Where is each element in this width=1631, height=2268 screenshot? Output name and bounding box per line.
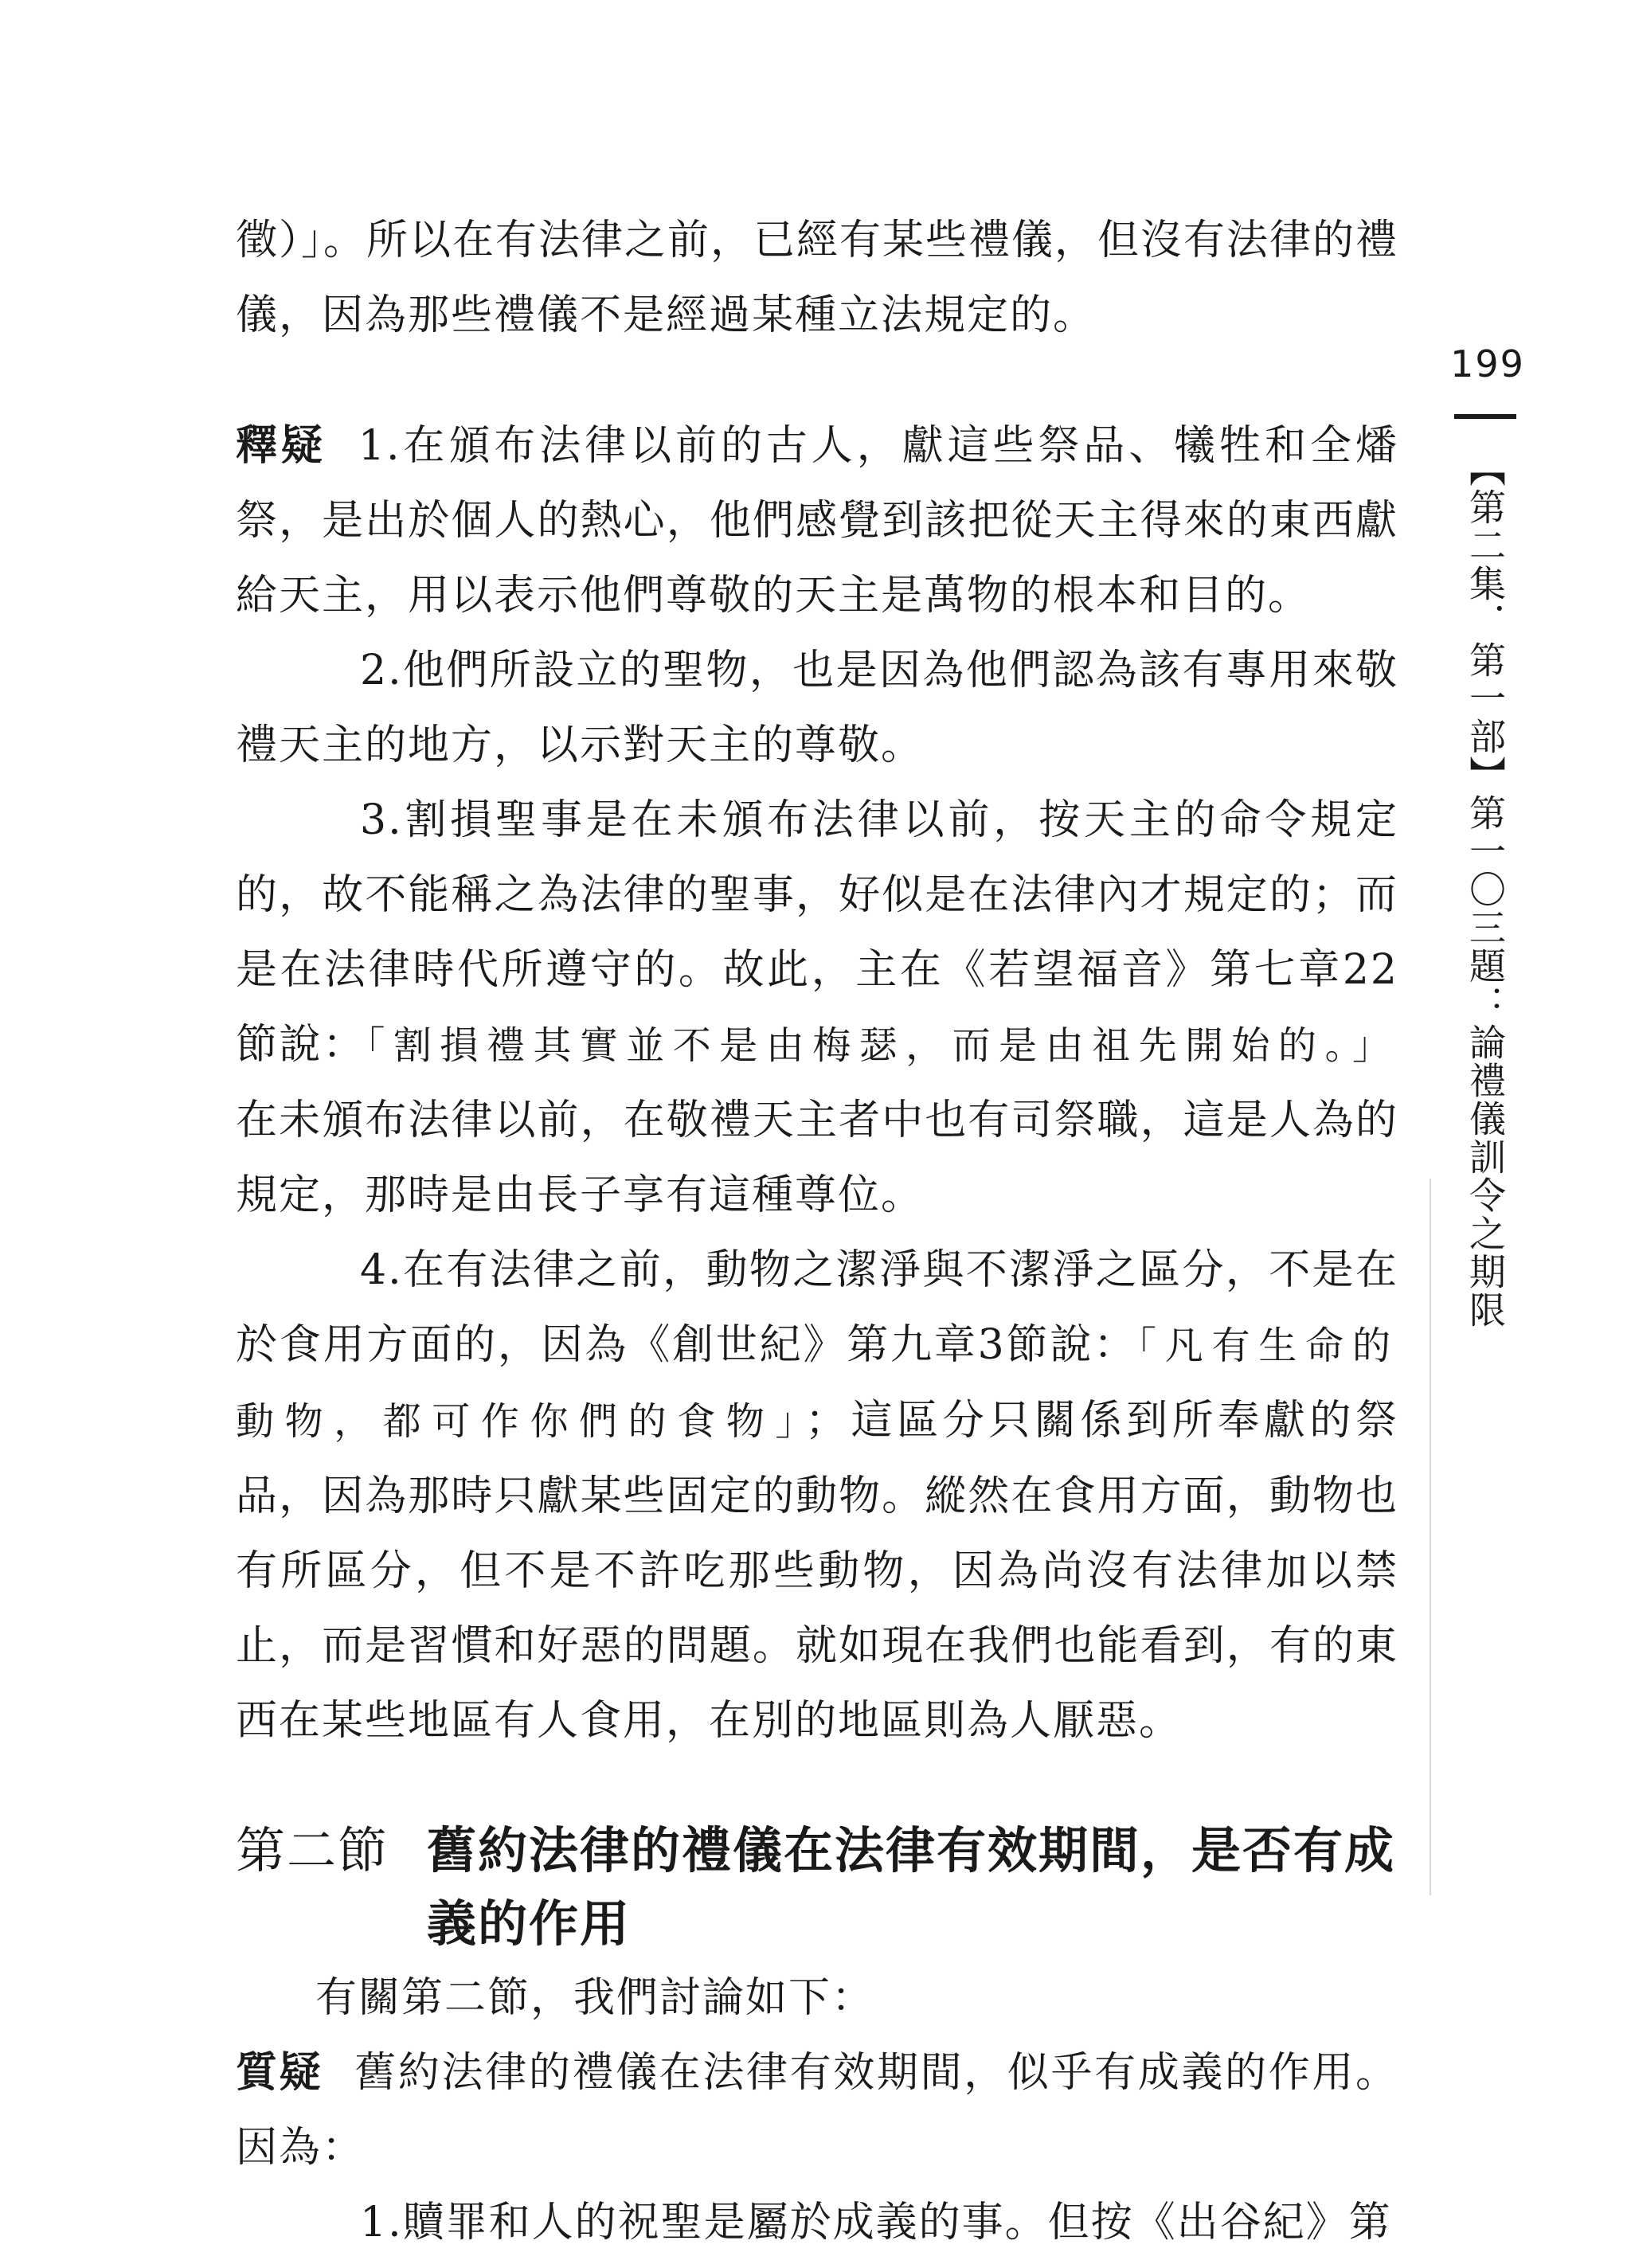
page-number: 199: [1450, 342, 1525, 385]
section-heading: [236, 1814, 1398, 1961]
section-title: 舊約法律的禮儀在法律有效期間，是否有成義的作用: [427, 1821, 1396, 1953]
reply-label: 釋疑: [236, 422, 327, 470]
scan-margin-line: [1430, 1179, 1431, 1895]
reply-1-paragraph: [236, 409, 1398, 633]
objection-point-1: 1.贖罪和人的祝聖是屬於成義的事。但按《出谷紀》第: [360, 2199, 1392, 2246]
running-head-rule: [1454, 414, 1516, 419]
section-number: 第二節: [236, 1821, 389, 1879]
spacer: [236, 1758, 1398, 1814]
objection-paragraph: [236, 2035, 1398, 2185]
main-text-block: [236, 203, 1398, 2260]
reply-3-text-a: 3.割損聖事是在未頒布法律以前，按天主的命令規定的，故不能稱之為法律的聖事，好似是在法律內才規定的；而是在法律時代所遵守的。故此，主在《若望福音》第七章22節說：: [236, 796, 1398, 1069]
reply-4-quote: 「凡有生命的動物，都可作你們的食物」: [236, 1324, 1398, 1444]
reply-4-text-a: 4.在有法律之前，動物之潔淨與不潔淨之區分，不是在於食用方面的，因為《創世紀》第九章3節說：: [236, 1246, 1398, 1369]
reply-3-text-b: 在未頒布法律以前，在敬禮天主者中也有司祭職，這是人為的規定，那時是由長子享有這種尊位。: [236, 1097, 1398, 1219]
section-intro: 有關第二節，我們討論如下：: [315, 1974, 875, 2022]
running-head: 【第二集．第一部】第一〇三題：論禮儀訓令之期限: [1464, 450, 1507, 1329]
objection-text: 舊約法律的禮儀在法律有效期間，似乎有成義的作用。因為：: [236, 2049, 1398, 2172]
reply-3-quote: 「割損禮其實並不是由梅瑟，而是由祖先開始的。」: [366, 1023, 1398, 1068]
reply-2-paragraph: 2.他們所設立的聖物，也是因為他們認為該有專用來敬禮天主的地方，以示對天主的尊敬。: [236, 647, 1398, 769]
paragraph-continued: 徵）」。所以在有法律之前，已經有某些禮儀，但沒有法律的禮儀，因為那些禮儀不是經過某種立法規定的。: [236, 217, 1399, 339]
reply-1-text: 1.在頒布法律以前的古人，獻這些祭品、犧牲和全燔祭，是出於個人的熱心，他們感覺到該把從天主得來的東西獻給天主，用以表示他們尊敬的天主是萬物的根本和目的。: [236, 422, 1398, 620]
objection-label: 質疑: [236, 2049, 323, 2097]
reply-4-text-b: ；這區分只關係到所奉獻的祭品，因為那時只獻某些固定的動物。縱然在食用方面，動物也有所區分，但不是不許吃那些動物，因為尚沒有法律加以禁止，而是習慣和好惡的問題。就如現在我們也能看到，有的東西在某些地區有人食用，在別的地區則為人厭惡。: [236, 1397, 1398, 1745]
reply-3-paragraph: [236, 783, 1398, 1233]
reply-4-paragraph: [236, 1233, 1398, 1758]
spacer: [236, 353, 1398, 409]
